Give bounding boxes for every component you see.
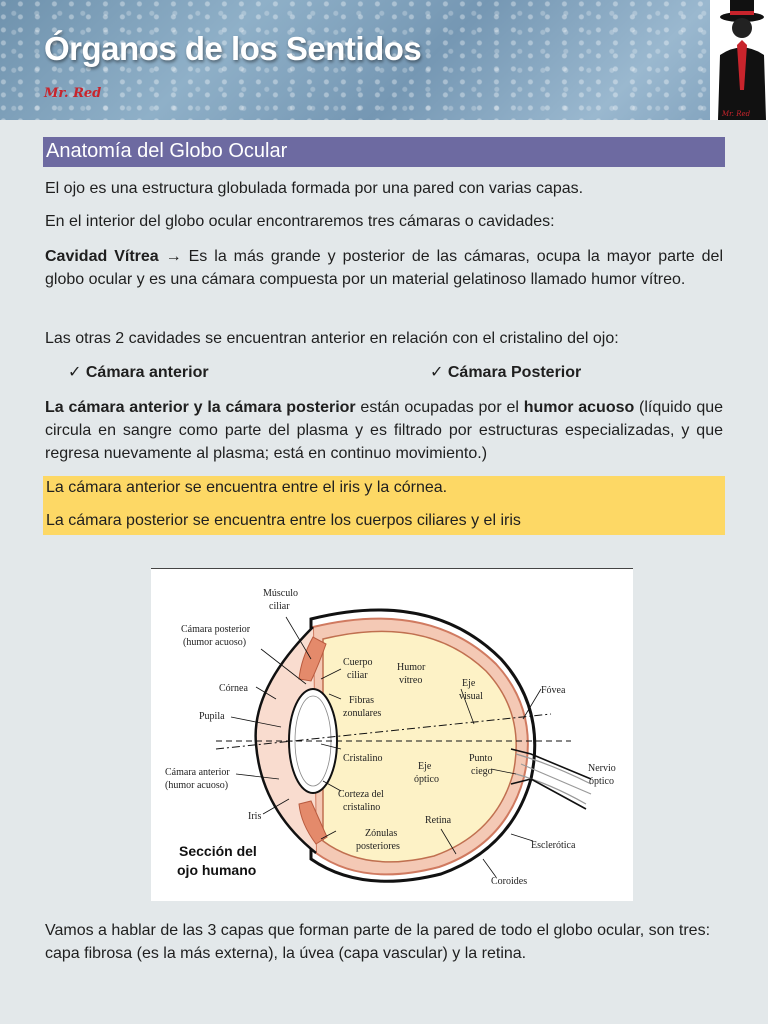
mr-red-logo-icon [710, 0, 768, 120]
label-camara-anterior-2: (humor acuoso) [165, 780, 229, 791]
label-iris: Iris [248, 811, 262, 822]
label-zonulas-2: posteriores [356, 841, 400, 852]
author-signature: Mr. Red [44, 86, 102, 101]
arrow-icon: → [165, 248, 182, 265]
label-eje-visual-1: Eje [462, 678, 476, 689]
label-eje-optico-1: Eje [418, 761, 432, 772]
label-punto-ciego-2: ciego [471, 766, 493, 777]
paragraph-intro: El ojo es una estructura globulada formada por una pared con varias capas. [45, 180, 584, 197]
label-pupila: Pupila [199, 711, 225, 722]
label-esclerotica: Esclerótica [531, 840, 576, 851]
label-corteza-1: Corteza del [338, 789, 384, 800]
term-humor-acuoso: humor acuoso [523, 399, 635, 416]
label-cristalino: Cristalino [343, 753, 383, 764]
label-zonulas-1: Zónulas [365, 828, 398, 839]
label-eje-visual-2: visual [459, 691, 483, 702]
aqueous-description: (líquido que circula en sangre como parte del plasma y es filtrado por estructuras especializadas, y que regresa nuevamente al plasma; está en continuo movimiento.) [45, 399, 724, 462]
checkmark-icon: ✓ [68, 364, 82, 381]
vitreous-description: Es la más grande y posterior de las cámaras, ocupa la mayor parte del globo ocular y es una cámara compuesta por un material gelatinoso llamado humor vítreo. [45, 248, 723, 288]
checkmark-icon: ✓ [430, 364, 444, 381]
label-fibras-zonulares-1: Fibras [349, 695, 374, 706]
highlight-line-anterior: La cámara anterior se encuentra entre el iris y la córnea. [46, 479, 448, 496]
checklist-label: Cámara anterior [85, 364, 209, 381]
label-cornea: Córnea [219, 683, 248, 694]
page-title: Órganos de los Sentidos [44, 30, 422, 67]
figure-caption-1: Sección del [179, 843, 257, 859]
figure-caption-2: ojo humano [177, 862, 257, 878]
header-banner [0, 0, 768, 120]
eye-diagram [151, 568, 633, 901]
paragraph-cavities: En el interior del globo ocular encontraremos tres cámaras o cavidades: [45, 213, 555, 230]
label-cuerpo-ciliar-1: Cuerpo [343, 657, 373, 668]
label-nervio-optico-2: óptico [589, 776, 614, 787]
label-punto-ciego-1: Punto [469, 753, 493, 764]
label-coroides: Coroides [491, 876, 528, 887]
section-heading: Anatomía del Globo Ocular [46, 140, 288, 162]
term-camaras: La cámara anterior y la cámara posterior [45, 399, 356, 416]
eye-diagram-svg [151, 569, 633, 901]
label-musculo-ciliar-1: Músculo [263, 588, 298, 599]
checklist-item-posterior [430, 362, 581, 382]
label-retina: Retina [425, 815, 452, 826]
paragraph-layers: Vamos a hablar de las 3 capas que forman parte de la pared de todo el globo ocular, son tres: capa fibrosa (es la más externa), la úvea (capa vascular) y la retina. [45, 922, 711, 962]
section-heading-bar [43, 137, 725, 167]
label-humor-vitreo-1: Humor [397, 662, 426, 673]
label-eje-optico-2: óptico [414, 774, 439, 785]
label-fibras-zonulares-2: zonulares [343, 708, 382, 719]
paragraph-other-cavities: Las otras 2 cavidades se encuentran anterior en relación con el cristalino del ojo: [45, 330, 619, 347]
label-nervio-optico-1: Nervio [588, 763, 616, 774]
label-corteza-2: cristalino [343, 802, 381, 813]
highlight-line-posterior: La cámara posterior se encuentra entre los cuerpos ciliares y el iris [46, 512, 521, 529]
label-camara-posterior-1: Cámara posterior [181, 624, 251, 635]
label-camara-posterior-2: (humor acuoso) [183, 637, 247, 648]
label-cuerpo-ciliar-2: ciliar [347, 670, 368, 681]
term-cavidad-vitrea: Cavidad Vítrea [45, 248, 159, 265]
checklist-label: Cámara Posterior [447, 364, 582, 381]
label-musculo-ciliar-2: ciliar [269, 601, 290, 612]
label-camara-anterior-1: Cámara anterior [165, 767, 230, 778]
label-fovea: Fóvea [541, 685, 566, 696]
checklist-item-anterior [68, 362, 209, 382]
logo-signature: Mr. Red [722, 110, 751, 118]
aqueous-text: están ocupadas por el [355, 399, 524, 416]
label-humor-vitreo-2: vítreo [399, 675, 423, 686]
paragraph-aqueous [45, 396, 723, 465]
paragraph-vitreous [45, 245, 723, 291]
highlight-box [43, 476, 725, 535]
